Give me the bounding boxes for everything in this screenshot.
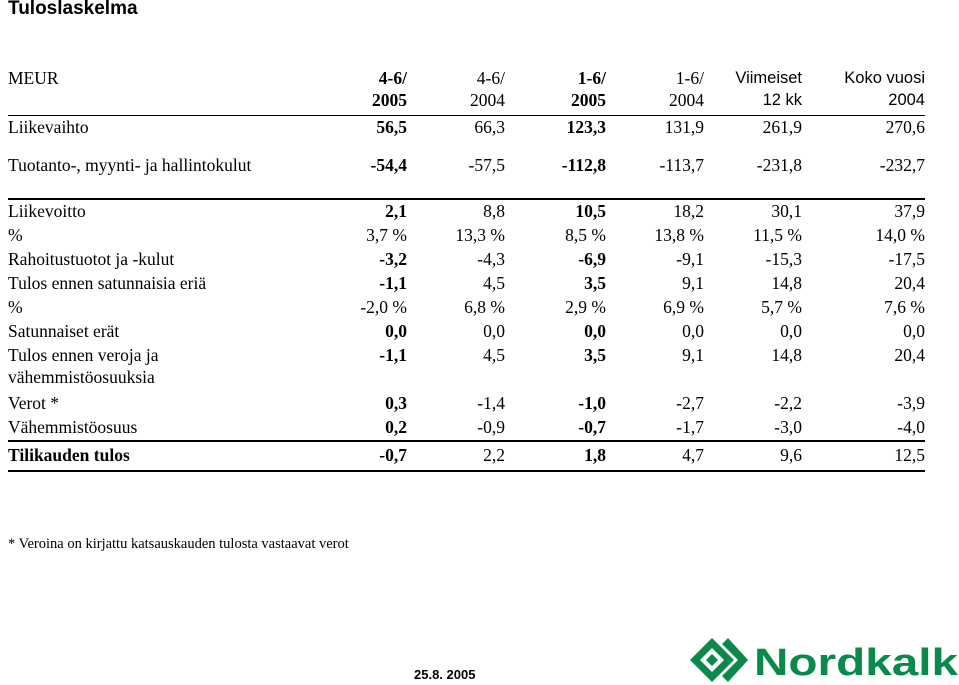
cell: 56,5 (376, 117, 407, 137)
cell: 0,0 (483, 321, 505, 341)
nordkalk-logo (688, 636, 959, 684)
cell: 3,5 (584, 345, 606, 365)
cell: 0,0 (584, 321, 606, 341)
header-label-meur: MEUR (8, 67, 301, 116)
cell: 4,5 (483, 273, 505, 293)
cell: -2,2 (774, 393, 802, 413)
table-header-row (8, 67, 925, 116)
column-header: 1-6/ 2005 (505, 67, 606, 116)
table-row (8, 272, 925, 296)
row-label: % (8, 297, 23, 317)
cell: 4,5 (483, 345, 505, 365)
cell: -4,3 (477, 249, 505, 269)
row-label: Tuotanto-, myynti- ja hallintokulut (8, 154, 301, 199)
cell: -113,7 (606, 154, 704, 199)
cell: 0,0 (385, 321, 407, 341)
cell: 5,7 % (761, 297, 802, 317)
cell: 270,6 (885, 117, 925, 137)
cell: -57,5 (407, 154, 505, 199)
cell: 7,6 % (884, 297, 925, 317)
document-date: 25.8. 2005 (414, 667, 476, 682)
cell: 4,7 (606, 441, 704, 471)
cell: 14,8 (771, 273, 802, 293)
cell: -1,1 (379, 345, 407, 365)
cell: -112,8 (505, 154, 606, 199)
cell: 11,5 % (753, 225, 802, 245)
cell: 6,9 % (663, 297, 704, 317)
cell: 13,8 % (654, 225, 704, 245)
cell: -54,4 (301, 154, 407, 199)
table-row (8, 320, 925, 344)
cell: 14,0 % (875, 225, 925, 245)
table-row (8, 344, 925, 392)
cell: 20,4 (894, 273, 925, 293)
row-label: Tulos ennen veroja ja vähemmistöosuuksia (8, 345, 159, 387)
table-row (8, 154, 925, 199)
cell: 10,5 (575, 201, 606, 221)
cell: 37,9 (894, 201, 925, 221)
footnote: * Veroina on kirjattu katsauskauden tulosta vastaavat verot (8, 536, 349, 552)
row-label: Rahoitustuotot ja -kulut (8, 249, 175, 269)
column-header: 4-6/ 2004 (407, 67, 505, 116)
cell: -15,3 (765, 249, 802, 269)
row-label: Tilikauden tulos (8, 441, 301, 471)
cell: 13,3 % (455, 225, 505, 245)
row-label: Satunnaiset erät (8, 321, 120, 341)
cell: -1,7 (676, 417, 704, 437)
cell: -2,0 % (360, 297, 407, 317)
cell: 8,8 (483, 201, 505, 221)
cell: 9,6 (704, 441, 802, 471)
table-row (8, 296, 925, 320)
cell: 6,8 % (464, 297, 505, 317)
row-label: % (8, 225, 23, 245)
logo-text: Nordkalk (754, 642, 959, 684)
cell: 9,1 (682, 273, 704, 293)
cell: -0,7 (578, 417, 606, 437)
cell: 30,1 (771, 201, 802, 221)
cell: -0,9 (477, 417, 505, 437)
cell: 3,7 % (366, 225, 407, 245)
cell: 0,0 (682, 321, 704, 341)
page-title: Tuloslaskelma (8, 0, 138, 19)
table-row (8, 416, 925, 441)
cell: -1,1 (379, 273, 407, 293)
cell: 2,1 (385, 201, 407, 221)
row-label: Tulos ennen satunnaisia eriä (8, 273, 207, 293)
cell: 123,3 (566, 117, 606, 137)
cell: 14,8 (771, 345, 802, 365)
cell: 20,4 (894, 345, 925, 365)
cell: 131,9 (664, 117, 704, 137)
table-row (8, 224, 925, 248)
cell: -0,7 (301, 441, 407, 471)
cell: 0,0 (780, 321, 802, 341)
cell: -6,9 (578, 249, 606, 269)
cell: -1,0 (578, 393, 606, 413)
income-statement-table (8, 67, 925, 472)
cell: -3,9 (897, 393, 925, 413)
cell: -1,4 (477, 393, 505, 413)
table-row (8, 116, 925, 141)
cell: 12,5 (802, 441, 925, 471)
cell: 0,0 (903, 321, 925, 341)
cell: -3,2 (379, 249, 407, 269)
nordkalk-diamond-logo-icon (690, 638, 748, 682)
cell: -17,5 (888, 249, 925, 269)
cell: -4,0 (897, 417, 925, 437)
column-header: Koko vuosi 2004 (802, 67, 925, 116)
cell: 66,3 (474, 117, 505, 137)
table-row-total (8, 441, 925, 471)
cell: 1,8 (505, 441, 606, 471)
column-header: Viimeiset 12 kk (704, 67, 802, 116)
cell: 2,9 % (565, 297, 606, 317)
cell: -232,7 (802, 154, 925, 199)
spacer-row (8, 140, 925, 154)
row-label: Liikevaihto (8, 117, 89, 137)
cell: 18,2 (673, 201, 704, 221)
cell: -2,7 (676, 393, 704, 413)
cell: -3,0 (774, 417, 802, 437)
table-row (8, 392, 925, 416)
row-label: Liikevoitto (8, 201, 86, 221)
row-label: Verot * (8, 393, 60, 413)
cell: 8,5 % (565, 225, 606, 245)
cell: -231,8 (704, 154, 802, 199)
table-row (8, 199, 925, 224)
column-header: 4-6/ 2005 (301, 67, 407, 116)
cell: 0,2 (385, 417, 407, 437)
table-row (8, 248, 925, 272)
cell: 0,3 (385, 393, 407, 413)
cell: -9,1 (676, 249, 704, 269)
cell: 261,9 (762, 117, 802, 137)
row-label: Vähemmistöosuus (8, 417, 138, 437)
cell: 3,5 (584, 273, 606, 293)
column-header: 1-6/ 2004 (606, 67, 704, 116)
cell: 9,1 (682, 345, 704, 365)
cell: 2,2 (407, 441, 505, 471)
